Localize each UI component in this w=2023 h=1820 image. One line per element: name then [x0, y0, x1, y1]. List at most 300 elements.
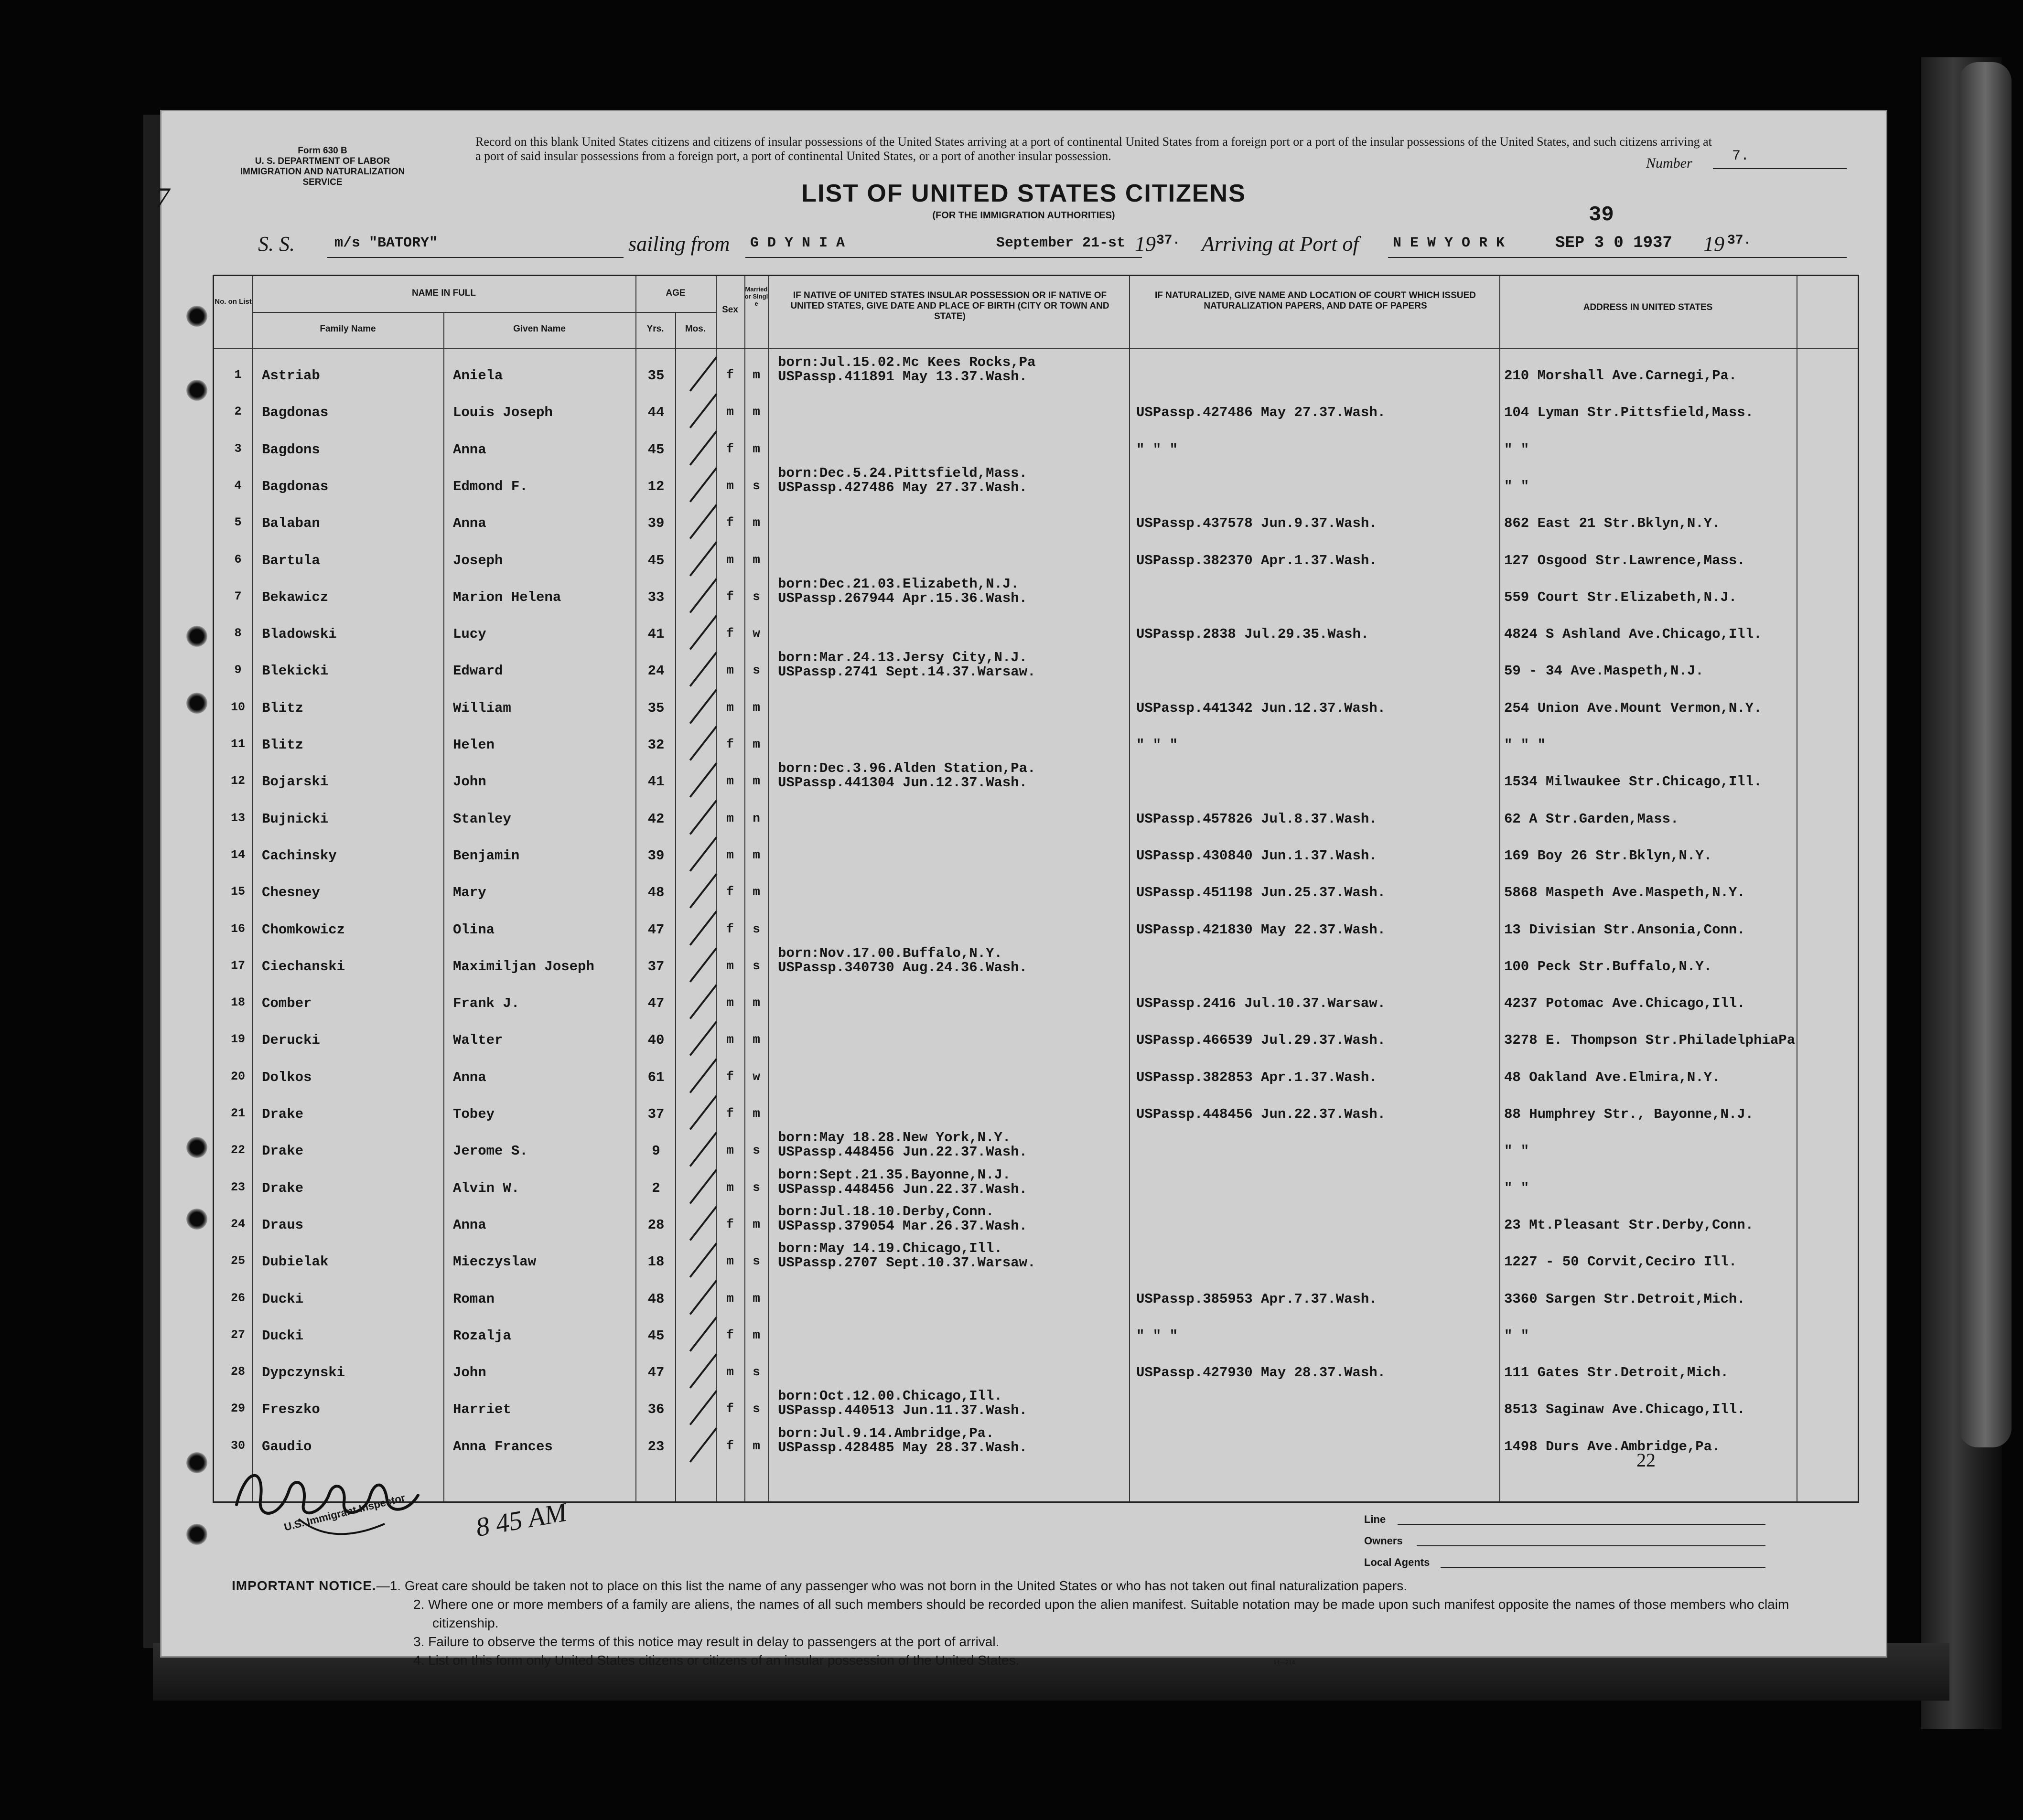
time-note: 8 45 AM — [473, 1497, 569, 1543]
given-name: Anna — [453, 1069, 486, 1085]
family-name: Bartula — [262, 552, 320, 568]
given-name: Edward — [453, 663, 503, 679]
birth-info — [778, 761, 1036, 790]
sex: f — [726, 515, 734, 530]
arriving-label: Arriving at Port of — [1202, 232, 1359, 256]
ship-name: m/s "BATORY" — [334, 235, 438, 251]
naturalization: USPassp.437578 Jun.9.37.Wash. — [1136, 515, 1377, 532]
given-name: Rozalja — [453, 1328, 511, 1344]
birth-line: USPassp.340730 Aug.24.36.Wash. — [778, 959, 1028, 975]
row-number: 11 — [230, 737, 245, 751]
naturalization: USPassp.451198 Jun.25.37.Wash. — [1136, 885, 1386, 901]
check-mark — [689, 763, 718, 798]
address: " " — [1504, 1143, 1529, 1159]
birth-line: born:Jul.9.14.Ambridge,Pa. — [778, 1425, 994, 1441]
age-years: 47 — [647, 996, 665, 1012]
naturalization: USPassp.430840 Jun.1.37.Wash. — [1136, 847, 1377, 864]
given-name: Mary — [453, 885, 486, 901]
marital-status: s — [753, 478, 760, 493]
punch-hole — [186, 1209, 207, 1230]
address: 210 Morshall Ave.Carnegi,Pa. — [1504, 368, 1737, 384]
family-name: Bagdonas — [262, 405, 329, 421]
check-mark — [689, 947, 718, 982]
naturalization: " " " — [1136, 737, 1178, 753]
header-age: AGE — [666, 288, 686, 298]
check-mark — [689, 1058, 718, 1093]
birth-line: born:Mar.24.13.Jersy City,N.J. — [778, 650, 1028, 666]
birth-line: born:May 14.19.Chicago,Ill. — [778, 1241, 1002, 1257]
inspector-stamp: U.S. Immigrant Inspector — [282, 1491, 407, 1533]
check-mark — [689, 1427, 718, 1462]
table-row — [214, 874, 1858, 910]
given-name: Benjamin — [453, 847, 520, 864]
family-name: Blekicki — [262, 663, 329, 679]
naturalization: USPassp.427486 May 27.37.Wash. — [1136, 405, 1386, 421]
marital-status: s — [753, 1402, 760, 1416]
row-number: 2 — [234, 405, 242, 419]
check-mark — [689, 541, 718, 576]
sex: m — [726, 1180, 734, 1195]
age-years: 45 — [647, 552, 665, 568]
port-from: G D Y N I A — [750, 235, 845, 251]
table-row — [214, 1317, 1858, 1354]
sex: m — [726, 774, 734, 789]
check-mark — [689, 1317, 718, 1351]
row-number: 23 — [230, 1180, 245, 1194]
ship-underline — [327, 257, 624, 258]
table-row — [214, 650, 1858, 689]
line-underline — [1398, 1524, 1765, 1525]
address: 111 Gates Str.Detroit,Mich. — [1504, 1365, 1729, 1381]
sex: f — [726, 885, 734, 899]
sex: f — [726, 626, 734, 641]
age-years: 48 — [647, 1291, 665, 1307]
table-row — [214, 1243, 1858, 1280]
table-row — [214, 1096, 1858, 1132]
header-name-in-full: NAME IN FULL — [411, 288, 476, 298]
family-name: Blitz — [262, 737, 304, 753]
sex: m — [726, 478, 734, 493]
table-row — [214, 394, 1858, 430]
table-row — [214, 837, 1858, 874]
row-number: 28 — [230, 1365, 245, 1379]
age-years: 18 — [647, 1254, 665, 1270]
sex: f — [726, 441, 734, 456]
naturalization: USPassp.382853 Apr.1.37.Wash. — [1136, 1069, 1377, 1085]
address: 100 Peck Str.Buffalo,N.Y. — [1504, 958, 1712, 974]
check-mark — [689, 726, 718, 760]
age-years: 37 — [647, 1106, 665, 1122]
header-no: No. on List — [215, 298, 252, 306]
sex: f — [726, 1402, 734, 1416]
address: 104 Lyman Str.Pittsfield,Mass. — [1504, 405, 1754, 421]
family-name: Ducki — [262, 1291, 304, 1307]
port-arrival: N E W Y O R K — [1393, 235, 1505, 251]
row-number: 29 — [230, 1402, 245, 1416]
sex: m — [726, 1032, 734, 1047]
check-mark — [689, 504, 718, 539]
given-name: Harriet — [453, 1402, 511, 1418]
row-number: 25 — [230, 1254, 245, 1268]
birth-line: born:Jul.18.10.Derby,Conn. — [778, 1203, 994, 1220]
sailing-date: September 21-st — [996, 235, 1126, 251]
address: 13 Divisian Str.Ansonia,Conn. — [1504, 921, 1745, 938]
address: 3278 E. Thompson Str.PhiladelphiaPa — [1504, 1032, 1796, 1049]
sex: f — [726, 921, 734, 936]
naturalization: " " " — [1136, 1328, 1178, 1344]
table-row — [214, 727, 1858, 763]
age-years: 37 — [647, 958, 665, 974]
check-mark — [689, 910, 718, 945]
given-name: Maximiljan Joseph — [453, 958, 594, 974]
row-number: 3 — [234, 441, 242, 456]
marital-status: s — [753, 1365, 760, 1380]
marital-status: m — [753, 368, 760, 382]
birth-line: born:Dec.3.96.Alden Station,Pa. — [778, 760, 1036, 777]
family-name: Drake — [262, 1106, 304, 1122]
family-name: Ciechanski — [262, 958, 345, 974]
marital-status: m — [753, 774, 760, 789]
given-name: Louis Joseph — [453, 405, 553, 421]
table-row — [214, 354, 1858, 394]
row-number: 20 — [230, 1069, 245, 1083]
table-row — [214, 465, 1858, 504]
port-from-underline — [745, 257, 1142, 258]
given-name: Helen — [453, 737, 495, 753]
birth-info — [778, 1242, 1036, 1270]
naturalization: USPassp.448456 Jun.22.37.Wash. — [1136, 1106, 1386, 1122]
table-row — [214, 542, 1858, 578]
year-label: 19 — [1135, 232, 1156, 256]
marital-status: m — [753, 737, 760, 751]
family-name: Ducki — [262, 1328, 304, 1344]
birth-line: USPassp.441304 Jun.12.37.Wash. — [778, 775, 1028, 791]
check-mark — [689, 1169, 718, 1204]
manifest-sheet — [155, 110, 1887, 1668]
family-name: Chesney — [262, 885, 320, 901]
check-mark — [689, 689, 718, 724]
marital-status: s — [753, 921, 760, 936]
sex: m — [726, 847, 734, 862]
arrival-stamp: SEP 3 0 1937 — [1555, 234, 1672, 252]
marital-status: s — [753, 958, 760, 973]
arrival-underline — [1388, 257, 1847, 258]
family-name: Dolkos — [262, 1069, 312, 1085]
given-name: Mieczyslaw — [453, 1254, 537, 1270]
naturalization: " " " — [1136, 441, 1178, 458]
check-mark — [689, 430, 718, 465]
sex: f — [726, 368, 734, 382]
given-name: Edmond F. — [453, 478, 528, 494]
sex: m — [726, 1254, 734, 1269]
check-mark — [689, 1206, 718, 1241]
birth-info — [778, 577, 1027, 606]
family-name: Dubielak — [262, 1254, 329, 1270]
address: 59 - 34 Ave.Maspeth,N.J. — [1504, 663, 1704, 679]
birth-line: USPassp.379054 Mar.26.37.Wash. — [778, 1218, 1028, 1234]
marital-status: m — [753, 996, 760, 1010]
row-number: 17 — [230, 958, 245, 973]
row-number: 18 — [230, 996, 245, 1010]
table-row — [214, 945, 1858, 985]
given-name: Lucy — [453, 626, 486, 642]
age-years: 39 — [647, 515, 665, 532]
check-mark — [689, 652, 718, 687]
row-number: 5 — [234, 515, 242, 530]
service-name: IMMIGRATION AND NATURALIZATION SERVICE — [240, 167, 405, 187]
birth-info — [778, 1205, 1027, 1233]
address: " " — [1504, 478, 1529, 494]
address: 559 Court Str.Elizabeth,N.J. — [1504, 589, 1737, 605]
family-name: Dypczynski — [262, 1365, 345, 1381]
address: 88 Humphrey Str., Bayonne,N.J. — [1504, 1106, 1754, 1122]
table-row — [214, 431, 1858, 468]
birth-line: born:Jul.15.02.Mc Kees Rocks,Pa — [778, 354, 1036, 370]
given-name: Roman — [453, 1291, 495, 1307]
age-years: 33 — [647, 589, 665, 605]
header-given-name: Given Name — [513, 324, 566, 334]
given-name: Olina — [453, 921, 495, 938]
punch-hole — [186, 380, 207, 401]
header-sex: Sex — [722, 305, 738, 315]
marital-status: m — [753, 1291, 760, 1306]
table-row — [214, 576, 1858, 615]
age-years: 9 — [652, 1143, 660, 1159]
table-row — [214, 1167, 1858, 1206]
birth-info — [778, 1131, 1027, 1159]
number-underline — [1713, 168, 1847, 169]
marital-status: s — [753, 589, 760, 604]
address: 8513 Saginaw Ave.Chicago,Ill. — [1504, 1402, 1745, 1418]
list-number: 7. — [1732, 148, 1750, 164]
birth-line: born:May 18.28.New York,N.Y. — [778, 1130, 1011, 1146]
arrival-year: 37. — [1727, 233, 1752, 248]
marital-status: m — [753, 515, 760, 530]
given-name: Frank J. — [453, 996, 520, 1012]
sex: m — [726, 811, 734, 825]
header-birth: IF NATIVE OF UNITED STATES INSULAR POSSESSION OR IF NATIVE OF UNITED STATES, GIVE DATE AND PLACE OF BIRTH (CITY OR TOWN AND STATE) — [790, 290, 1109, 321]
table-row — [214, 1022, 1858, 1058]
header-yrs: Yrs. — [646, 324, 664, 334]
page-title: LIST OF UNITED STATES CITIZENS — [801, 180, 1246, 207]
table-row — [214, 1203, 1858, 1243]
notice-item-2: 2. Where one or more members of a family are aliens, the names of all such members should be recorded upon the alien manifest. Suitable notation may be made upon such manifest opposite the names of those members who claim citizenship. — [413, 1597, 1789, 1630]
row-number: 19 — [230, 1032, 245, 1047]
row-number: 8 — [234, 626, 242, 641]
given-name: Anna — [453, 515, 486, 532]
row-number: 12 — [230, 774, 245, 788]
row-number: 4 — [234, 478, 242, 492]
header-naturalized: IF NATURALIZED, GIVE NAME AND LOCATION OF COURT WHICH ISSUED NATURALIZATION PAPERS, AND DATE OF PAPERS — [1154, 290, 1476, 311]
sex: m — [726, 1291, 734, 1306]
address: 1534 Milwaukee Str.Chicago,Ill. — [1504, 774, 1762, 790]
naturalization: USPassp.2416 Jul.10.37.Warsaw. — [1136, 996, 1386, 1012]
age-years: 40 — [647, 1032, 665, 1049]
address: 1227 - 50 Corvit,Ceciro Ill. — [1504, 1254, 1737, 1270]
notice-item-4: 4. List on this form only United States citizens or citizens of an insular possession of the United States. — [413, 1653, 1020, 1668]
row-number: 14 — [230, 847, 245, 862]
row-number: 21 — [230, 1106, 245, 1120]
table-row — [214, 616, 1858, 652]
row-number: 30 — [230, 1438, 245, 1453]
family-name: Bladowski — [262, 626, 337, 642]
address: " " — [1504, 1180, 1529, 1196]
age-years: 48 — [647, 885, 665, 901]
check-mark — [689, 467, 718, 502]
row-number: 9 — [234, 663, 242, 677]
table-row — [214, 1130, 1858, 1169]
family-name: Freszko — [262, 1402, 320, 1418]
marital-status: m — [753, 700, 760, 715]
page-subtitle: (FOR THE IMMIGRATION AUTHORITIES) — [932, 210, 1115, 221]
birth-line: born:Sept.21.35.Bayonne,N.J. — [778, 1167, 1011, 1183]
address: 4237 Potomac Ave.Chicago,Ill. — [1504, 996, 1745, 1012]
age-years: 35 — [647, 700, 665, 716]
sex: m — [726, 958, 734, 973]
age-years: 36 — [647, 1402, 665, 1418]
marital-status: m — [753, 847, 760, 862]
age-years: 35 — [647, 368, 665, 384]
marital-status: s — [753, 1180, 760, 1195]
address: 127 Osgood Str.Lawrence,Mass. — [1504, 552, 1745, 568]
family-name: Draus — [262, 1217, 304, 1233]
marital-status: n — [753, 811, 760, 825]
row-number: 1 — [234, 368, 242, 382]
family-name: Chomkowicz — [262, 921, 345, 938]
family-name: Bagdonas — [262, 478, 329, 494]
check-mark — [689, 984, 718, 1019]
table-row — [214, 1354, 1858, 1391]
birth-line: born:Dec.21.03.Elizabeth,N.J. — [778, 576, 1019, 592]
family-name: Drake — [262, 1143, 304, 1159]
passenger-table — [213, 275, 1859, 1503]
sex: m — [726, 405, 734, 419]
marital-status: s — [753, 663, 760, 678]
sex: m — [726, 663, 734, 678]
age-years: 47 — [647, 1365, 665, 1381]
age-years: 41 — [647, 774, 665, 790]
birth-line: USPassp.427486 May 27.37.Wash. — [778, 479, 1028, 495]
table-row — [214, 801, 1858, 837]
row-number: 27 — [230, 1328, 245, 1342]
marital-status: m — [753, 441, 760, 456]
table-row — [214, 760, 1858, 800]
sex: f — [726, 589, 734, 604]
marital-status: m — [753, 1328, 760, 1342]
age-years: 41 — [647, 626, 665, 642]
birth-line: born:Oct.12.00.Chicago,Ill. — [778, 1388, 1002, 1404]
naturalization: USPassp.466539 Jul.29.37.Wash. — [1136, 1032, 1386, 1049]
given-name: Aniela — [453, 368, 503, 384]
family-name: Balaban — [262, 515, 320, 532]
marital-status: s — [753, 1143, 760, 1158]
row-number: 26 — [230, 1291, 245, 1305]
ss-label: S. S. — [258, 232, 295, 256]
family-name: Drake — [262, 1180, 304, 1196]
row-number: 22 — [230, 1143, 245, 1157]
row-number: 24 — [230, 1217, 245, 1231]
family-name: Blitz — [262, 700, 304, 716]
row-number: 6 — [234, 552, 242, 567]
check-mark — [689, 1353, 718, 1388]
birth-line: born:Dec.5.24.Pittsfield,Mass. — [778, 465, 1028, 481]
birth-info — [778, 355, 1036, 384]
birth-info — [778, 1168, 1027, 1197]
sex: f — [726, 1069, 734, 1084]
local-agents-underline — [1441, 1567, 1765, 1568]
given-name: Alvin W. — [453, 1180, 520, 1196]
sex: m — [726, 552, 734, 567]
check-mark — [689, 356, 718, 391]
age-years: 23 — [647, 1438, 665, 1455]
check-mark — [689, 1132, 718, 1167]
age-years: 47 — [647, 921, 665, 938]
family-name: Bujnicki — [262, 811, 329, 827]
naturalization: USPassp.385953 Apr.7.37.Wash. — [1136, 1291, 1377, 1307]
marital-status: m — [753, 1438, 760, 1453]
address: 62 A Str.Garden,Mass. — [1504, 811, 1679, 827]
age-years: 24 — [647, 663, 665, 679]
naturalization: USPassp.382370 Apr.1.37.Wash. — [1136, 552, 1377, 568]
address: " " — [1504, 441, 1529, 458]
row-number: 13 — [230, 811, 245, 825]
marital-status: m — [753, 1032, 760, 1047]
birth-line: USPassp.2741 Sept.14.37.Warsaw. — [778, 664, 1036, 680]
given-name: Anna — [453, 441, 486, 458]
check-mark — [689, 1095, 718, 1130]
birth-line: USPassp.411891 May 13.37.Wash. — [778, 369, 1028, 385]
row-number: 15 — [230, 885, 245, 899]
naturalization: USPassp.421830 May 22.37.Wash. — [1136, 921, 1386, 938]
given-name: William — [453, 700, 511, 716]
header-address: ADDRESS IN UNITED STATES — [1583, 302, 1713, 312]
age-years: 44 — [647, 405, 665, 421]
age-years: 45 — [647, 1328, 665, 1344]
punch-hole — [186, 693, 207, 714]
address: 23 Mt.Pleasant Str.Derby,Conn. — [1504, 1217, 1754, 1233]
line-label: Line — [1364, 1513, 1386, 1525]
birth-info — [778, 466, 1027, 495]
naturalization: USPassp.457826 Jul.8.37.Wash. — [1136, 811, 1377, 827]
form-number: Form 630 B — [298, 146, 347, 156]
birth-line: USPassp.428485 May 28.37.Wash. — [778, 1439, 1028, 1456]
sailing-from-label: sailing from — [628, 232, 730, 256]
notice-item-3: 3. Failure to observe the terms of this notice may result in delay to passengers at the port of arrival. — [413, 1634, 1000, 1649]
family-name: Bekawicz — [262, 589, 329, 605]
family-name: Cachinsky — [262, 847, 337, 864]
birth-info — [778, 651, 1036, 679]
naturalization: USPassp.441342 Jun.12.37.Wash. — [1136, 700, 1386, 716]
number-label: Number — [1646, 155, 1692, 171]
table-row — [214, 911, 1858, 948]
check-mark — [689, 578, 718, 613]
sex: m — [726, 1365, 734, 1380]
address: 4824 S Ashland Ave.Chicago,Ill. — [1504, 626, 1762, 642]
naturalization: USPassp.2838 Jul.29.35.Wash. — [1136, 626, 1369, 642]
family-name: Gaudio — [262, 1438, 312, 1455]
check-mark — [689, 800, 718, 835]
check-mark — [689, 1242, 718, 1277]
arrival-year-label: 19 — [1703, 232, 1724, 256]
age-years: 42 — [647, 811, 665, 827]
address: " " " — [1504, 737, 1546, 753]
check-mark — [689, 615, 718, 650]
check-mark — [689, 1021, 718, 1056]
birth-info — [778, 1426, 1027, 1455]
check-mark — [689, 1391, 718, 1425]
family-name: Comber — [262, 996, 312, 1012]
header-family-name: Family Name — [320, 324, 376, 334]
